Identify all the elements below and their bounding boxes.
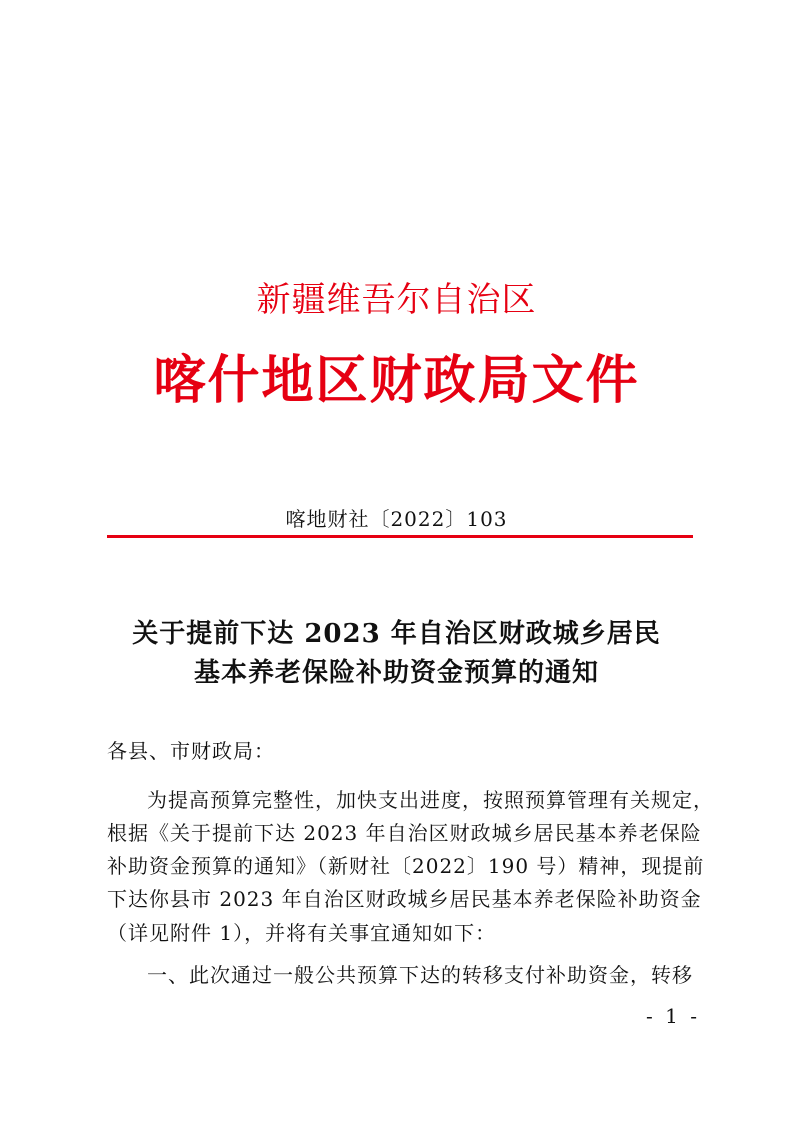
body-line: 补助资金预算的通知》（新财社〔2022〕190 号）精神，现提前 [107, 854, 705, 878]
page-number: - 1 - [646, 1004, 700, 1028]
body-line: 根据《关于提前下达 2023 年自治区财政城乡居民基本养老保险 [107, 821, 702, 845]
document-title-line-1: 关于提前下达 2023 年自治区财政城乡居民 [132, 619, 661, 649]
body-line: 下达你县市 2023 年自治区财政城乡居民基本养老保险补助资金 [107, 887, 702, 911]
salutation: 各县、市财政局： [107, 739, 275, 763]
body-line: （详见附件 1），并将有关事宜通知如下： [107, 921, 497, 945]
body-line: 一、此次通过一般公共预算下达的转移支付补助资金，转移 [147, 963, 693, 987]
issuer-region: 新疆维吾尔自治区 [256, 280, 537, 320]
red-divider-line [107, 535, 693, 538]
document-title-line-2: 基本养老保险补助资金预算的通知 [193, 658, 599, 688]
issuer-agency-title: 喀什地区财政局文件 [153, 351, 640, 411]
body-line: 为提高预算完整性，加快支出进度，按照预算管理有关规定， [147, 788, 714, 812]
document-number: 喀地财社〔2022〕103 [285, 507, 508, 531]
